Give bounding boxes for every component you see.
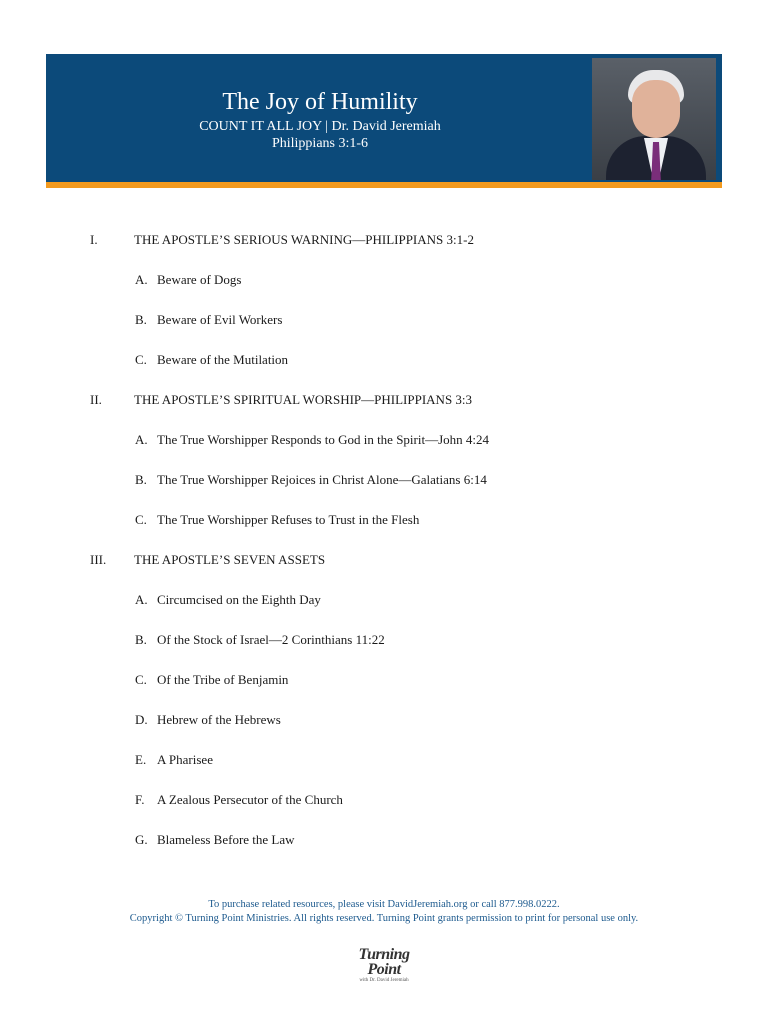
item-letter: C. bbox=[135, 352, 147, 367]
item-text: A Pharisee bbox=[157, 752, 213, 767]
item-text: The True Worshipper Rejoices in Christ Alone—Galatians 6:14 bbox=[157, 472, 487, 487]
item-letter: A. bbox=[135, 592, 148, 607]
turning-point-logo bbox=[356, 948, 412, 984]
item-text: Beware of Dogs bbox=[157, 272, 242, 287]
item-letter: D. bbox=[135, 712, 148, 727]
item-text: Beware of Evil Workers bbox=[157, 312, 283, 327]
series-line: COUNT IT ALL JOY | Dr. David Jeremiah bbox=[199, 119, 441, 134]
item-letter: A. bbox=[135, 432, 148, 447]
item-letter: B. bbox=[135, 632, 147, 647]
item-text: Beware of the Mutilation bbox=[157, 352, 289, 367]
footer-copyright-line: Copyright © Turning Point Ministries. All rights reserved. Turning Point grants permission to print for personal use only. bbox=[129, 913, 639, 924]
header-accent-stripe bbox=[46, 182, 722, 188]
section-number: I. bbox=[90, 232, 98, 247]
page-title: The Joy of Humility bbox=[222, 89, 418, 115]
item-text: Blameless Before the Law bbox=[157, 832, 295, 847]
logo-word-1: Turning bbox=[358, 946, 410, 963]
item-letter: E. bbox=[135, 752, 147, 767]
section-heading: THE APOSTLE’S SPIRITUAL WORSHIP—PHILIPPIANS 3:3 bbox=[134, 392, 473, 407]
item-letter: B. bbox=[135, 472, 147, 487]
item-text: The True Worshipper Responds to God in the Spirit—John 4:24 bbox=[157, 432, 490, 447]
item-letter: C. bbox=[135, 512, 147, 527]
section-number: II. bbox=[90, 392, 102, 407]
item-letter: B. bbox=[135, 312, 147, 327]
header-text bbox=[60, 86, 580, 152]
section-heading: THE APOSTLE’S SEVEN ASSETS bbox=[134, 552, 326, 567]
item-text: The True Worshipper Refuses to Trust in the Flesh bbox=[157, 512, 420, 527]
item-text: Circumcised on the Eighth Day bbox=[157, 592, 321, 607]
speaker-photo bbox=[592, 58, 716, 180]
item-text: Hebrew of the Hebrews bbox=[157, 712, 281, 727]
section-heading: THE APOSTLE’S SERIOUS WARNING—PHILIPPIANS 3:1-2 bbox=[134, 232, 474, 247]
item-text: A Zealous Persecutor of the Church bbox=[157, 792, 343, 807]
item-text: Of the Stock of Israel—2 Corinthians 11:22 bbox=[157, 632, 385, 647]
footer-purchase-line: To purchase related resources, please visit DavidJeremiah.org or call 877.998.0222. bbox=[208, 899, 560, 910]
item-letter: F. bbox=[135, 792, 145, 807]
logo-word-2: Point bbox=[367, 961, 401, 978]
scripture-reference: Philippians 3:1-6 bbox=[271, 136, 369, 151]
logo-tagline: with Dr. David Jeremiah bbox=[359, 978, 409, 983]
section-number: III. bbox=[90, 552, 107, 567]
item-letter: C. bbox=[135, 672, 147, 687]
footer bbox=[40, 898, 728, 926]
item-letter: G. bbox=[135, 832, 148, 847]
item-text: Of the Tribe of Benjamin bbox=[157, 672, 289, 687]
item-letter: A. bbox=[135, 272, 148, 287]
